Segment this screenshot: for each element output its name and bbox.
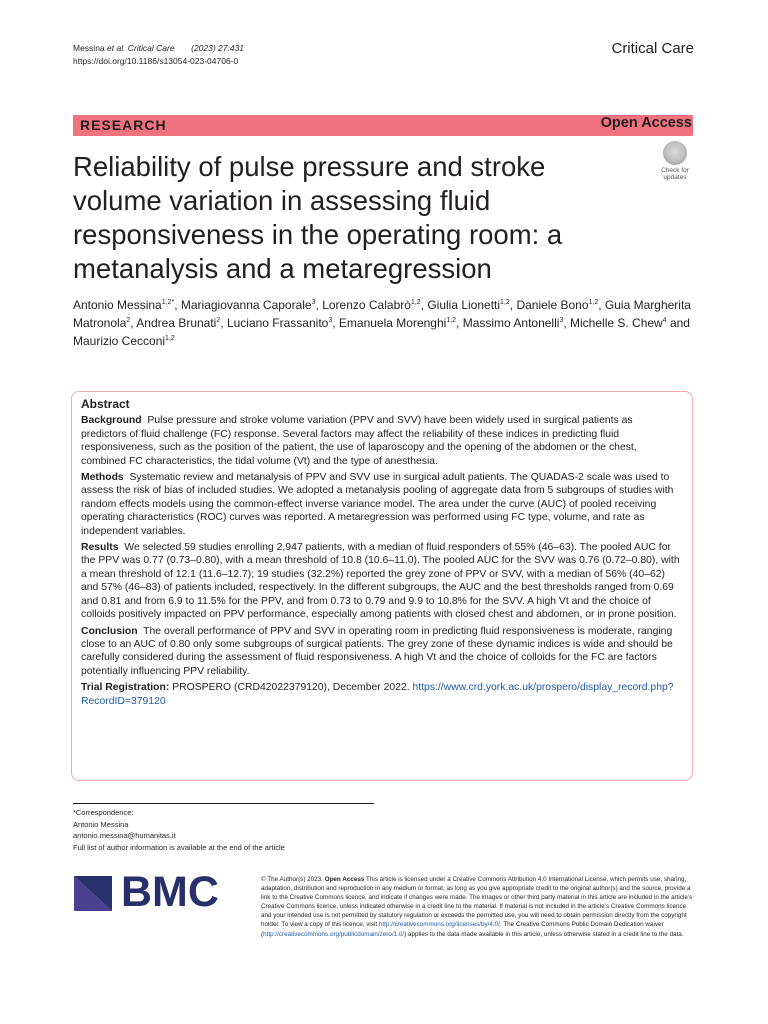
- check-for-updates-button[interactable]: [655, 141, 695, 181]
- author-name: Lorenzo Calabrò: [322, 298, 411, 312]
- abstract-background: Background Pulse pressure and stroke volume variation (PPV and SVV) have been widely used in surgical patients as predictors of fluid challenge (FC) response. Several factors may affect the reliability of these indices in predicting fluid responsiveness, such as the position of the patient, the use of laparoscopy and the opening of the abdomen or the chest, combined FC characteristics, the tidal volume (Vt) and the type of anesthesia.: [81, 415, 637, 467]
- author-affiliation: 1,2*: [161, 299, 175, 306]
- bmc-logo-icon: [74, 876, 112, 911]
- abstract-methods: Methods Systematic review and metanalysis of PPV and SVV use in surgical adult patients. The QUADAS-2 scale was used to assess the risk of bias of included studies. We adopted a metanalysis pooling of aggregate data from 5 subgroups of studies with random effects models using the common-effect inverse variance model. The area under the curve (AUC) of pooled receiving operating characteristics (ROC) curves was reported. A metaregression was performed using FC type, volume, and rate as independent variables.: [81, 472, 674, 537]
- author-affiliation: 1,2: [446, 317, 457, 324]
- doi-link[interactable]: https://doi.org/10.1186/s13054-023-04706-0: [73, 56, 239, 66]
- correspondence-label: *Correspondence:: [73, 808, 134, 817]
- author-affiliation: 3: [559, 317, 564, 324]
- abstract-trial-registration: Trial Registration: PROSPERO (CRD42022379120), December 2022. https://www.crd.york.ac.uk/prospero/display_record.php?RecordID=379120: [81, 682, 674, 707]
- author-name: Antonio Messina: [73, 298, 162, 312]
- cc-by-link[interactable]: http://creativecommons.org/licenses/by/4.0/: [378, 921, 500, 929]
- author-name: Maurizio Cecconi: [73, 334, 166, 348]
- author-affiliation: 1,2: [500, 299, 510, 306]
- correspondence-block: [73, 807, 285, 853]
- cc-zero-link[interactable]: http://creativecommons.org/publicdomain/zero/1.0/: [263, 930, 405, 938]
- section-label: RESEARCH: [80, 117, 167, 133]
- author-name: Luciano Frassanito: [226, 316, 329, 330]
- citation-journal: et al. Critical Care: [107, 43, 175, 53]
- author-name: Michelle S. Chew: [570, 316, 663, 330]
- check-updates-label: Check for updates: [661, 167, 689, 181]
- author-affiliation: 3: [311, 299, 316, 306]
- open-access-label: Open Access: [600, 115, 692, 131]
- author-affiliation: 1,2: [165, 335, 175, 342]
- author-list: Antonio Messina$^{1,2*}$, Mariagiovanna Caporale$^3$, Lorenzo Calabrò$^{1,2}$, Giulia Lionetti$^{1,2}$, Daniele Bono$^{1,2}$, Guia Margherita Matronola$^2$, Andrea Brunati$^2$, Luciano Frassanito$^3$, Emanuela Morenghi$^{1,2}$, Massimo Antonelli$^3$, Michelle S. Chew$^4$ and Maurizio Cecconi$^{1,2}$: [73, 298, 691, 348]
- author-name: Mariagiovanna Caporale: [180, 298, 312, 312]
- license-text: © The Author(s) 2023. Open Access This article is licensed under a Creative Commons Attribution 4.0 International License, which permits use, sharing, adaptation, distribution and reproduction in any medium or format, as long as you give appropriate credit to the original author(s) and the source, provide a link to the Creative Commons licence, and indicate if changes were made. The images or other third party material in this article are included in the article’s Creative Commons licence, unless indicated otherwise in a credit line to the material. If material is not included in the article’s Creative Commons licence and your intended use is not permitted by statutory regulation or exceeds the permitted use, you will need to obtain permission directly from the copyright holder. To view a copy of this licence, visit http://creativecommons.org/licenses/by/4.0/. The Creative Commons Public Domain Dedication waiver (http://creativecommons.org/publicdomain/zero/1.0/) applies to the data made available in this article, unless otherwise stated in a credit line to the data.: [261, 876, 693, 938]
- running-header: [73, 42, 244, 68]
- author-affiliation: 2: [126, 317, 131, 324]
- journal-name: Critical Care: [611, 40, 694, 57]
- author-name: Daniele Bono: [516, 298, 589, 312]
- author-info-note: Full list of author information is available at the end of the article: [73, 842, 285, 852]
- author-affiliation: 1,2: [588, 299, 599, 306]
- author-name: Andrea Brunati: [136, 316, 217, 330]
- check-updates-icon: [663, 141, 687, 165]
- author-name: Massimo Antonelli: [462, 316, 560, 330]
- correspondence-email[interactable]: antonio.messina@humanitas.it: [73, 831, 176, 840]
- bmc-logo-text: BMC: [121, 868, 219, 916]
- author-affiliation: 3: [328, 317, 333, 324]
- author-affiliation: 4: [662, 317, 667, 324]
- footnote-divider: [73, 803, 374, 804]
- abstract-heading: Abstract: [81, 397, 130, 411]
- author-affiliation: 2: [216, 317, 221, 324]
- citation-authors: Messina: [73, 43, 108, 53]
- author-name: Giulia Lionetti: [427, 298, 501, 312]
- abstract-box: [71, 391, 693, 781]
- author-affiliation: 1,2: [410, 299, 421, 306]
- citation-year: (2023) 27:431: [191, 43, 245, 53]
- author-name: Emanuela Morenghi: [338, 316, 447, 330]
- abstract-results: Results We selected 59 studies enrolling 2,947 patients, with a median of fluid responders of 55% (46–63). The pooled AUC for the PPV was 0.77 (0.73–0.80), with a mean threshold of 10.8 (10.6–11.0). The pooled AUC for the SVV was 0.76 (0.72–0.80), with a mean threshold of 12.1 (11.6–12.7); 19 studies (32.2%) reported the grey zone of PPV or SVV, with a median of 56% (40–62) and 57% (46–83) of patients included, respectively. In the different subgroups, the AUC and the best thresholds ranged from 0.69 and 0.81 and from 6.9 to 11.5% for the PPV, and from 0.73 to 0.79 and 9.9 to 10.8% for the SVV. A high Vt and the choice of colloids positively impacted on PPV performance, especially among patients with closed chest and abdomen, or in prone position.: [81, 542, 680, 621]
- author-name: Guia Margherita Matronola: [73, 298, 691, 330]
- correspondence-name: Antonio Messina: [73, 819, 129, 829]
- article-title: Reliability of pulse pressure and stroke volume variation in assessing fluid responsiveness in the operating room: a metanalysis and a metaregression: [73, 151, 563, 284]
- abstract-conclusion: Conclusion The overall performance of PPV and SVV in operating room in predicting fluid responsiveness is moderate, ranging close to an AUC of 0.80 only some subgroups of surgical patients. The grey zone of these dynamic indices is wide and should be carefully considered during the assessment of fluid responsiveness. A high Vt and the choice of colloids for the FC are factors potentially influencing PPV reliability.: [81, 625, 673, 677]
- prospero-link[interactable]: https://www.crd.york.ac.uk/prospero/display_record.php?RecordID=379120: [81, 682, 674, 707]
